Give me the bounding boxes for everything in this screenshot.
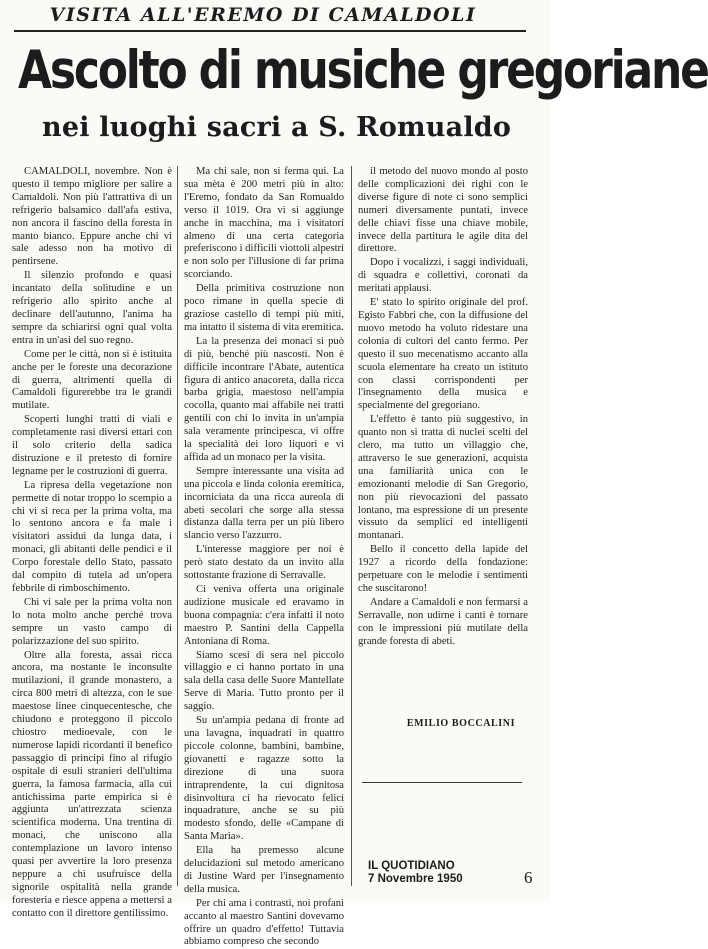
article-paragraph: Come per le città, non si è istituita anche per le foreste una decorazione di guerra, altrimenti quella di Camaldoli figurerebbe tra le grandi mutilate. — [12, 348, 172, 412]
publication-name: IL QUOTIDIANO — [368, 860, 455, 872]
article-paragraph: Bello il concetto della lapide del 1927 a ricordo della fondazione: perpetuare con le melodie i sentimenti che suscitarono! — [358, 544, 528, 594]
article-column-3 — [358, 166, 528, 706]
article-paragraph: il metodo del nuovo mondo al posto delle complicazioni dei righi con le diverse figure di note ci sono semplici numeri diversamente puntati, invece delle chiavi fisse una chiave mobile, invece della partitura le agile dita del direttore. — [358, 166, 528, 255]
author-signature: EMILIO BOCCALINI — [406, 718, 516, 729]
article-paragraph: Il silenzio profondo e quasi incantato della solitudine e un refrigerio allo spirito anche al declinare dell'autunno, l'anima ha sempre da schiarirsi ogni qual volta entra in un'asi del suo regno. — [12, 270, 172, 346]
article-paragraph: Sempre interessante una visita ad una piccola e linda colonia eremitica, incorniciata da una ricca aureola di abeti secolari che sorge alla stessa distanza dalla terra per un più libero slancio verso l'azzurro. — [184, 465, 344, 542]
article-paragraph: Della primitiva costruzione non poco rimane in quella specie di graziose castello di tempi più miti, ma intatto il sistema di vita eremitica. — [184, 283, 344, 333]
article-paragraph: E' stato lo spirito originale del prof. Egisto Fabbri che, con la diffusione del nuovo metodo ha voluto ridestare una colonia di cultori del canto fermo. Per questo il suo mecenatismo accanto alla scuola elementare ha creato un istituto con classi corrispondenti per l'insegnamento della musica e specialmente del gregoriano. — [358, 297, 528, 412]
article-paragraph: La ripresa della vegetazione non permette di notar troppo lo scempio a chi vi si reca per la prima volta, ma lo sentono ancora e fa male i visitatori assidui da lunga data, i monaci, gli abitanti delle pendici e il Corpo forestale dello Stato, passato dal compito di tutela ad un'opera febbrile di rimboschimento. — [12, 479, 172, 594]
article-paragraph: Siamo scesi di sera nel piccolo villaggio e ci hanno portato in una sala della casa delle Suore Mantellate Serve di Maria. Tutto pronto per il saggio. — [184, 649, 344, 713]
article-paragraph: Chi vi sale per la prima volta non lo nota molto anche perché trova sempre un vasto campo di polarizzazione del suo spirito. — [12, 596, 172, 647]
kicker-title: VISITA ALL'EREMO DI CAMALDOLI — [49, 4, 477, 26]
article-paragraph: CAMALDOLI, novembre. Non è questo il tempo migliore per salire a Camaldoli. Non più l'attrattiva di un refrigerio balsamico dall'afa estiva, non ancora il fascino della foresta in manto bianco. Eppure anche chi vi sale adesso non ha motivo di pentirsene. — [12, 166, 172, 268]
column-divider — [351, 166, 352, 886]
article-column-2 — [184, 166, 344, 948]
article-paragraph: Su un'ampia pedana di fronte ad una lavagna, inquadrati in quattro piccole colonne, bambini, bambine, giovanetti e ragazze sotto la direzione di una suora intraprendente, la cui dignitosa disinvoltura ci ha rievocato felici inquadrature, anche se su più modesto sfondo, delle «Campane di Santa Maria». — [184, 715, 344, 843]
article-paragraph: Oltre alla foresta, assai ricca ancora, ma nostante le inconsulte mutilazioni, il grande monastero, a circa 800 metri di altezza, con le sue maestose linee cinquecentesche, che chiudono e proteggono il piccolo chiostro medioevale, con le numerose lapidi ricordanti il benefico passaggio di principi fino al rifugio ospitale di esuli stranieri dell'ultima guerra, la famosa farmacia, alla cui antichissima parte empirica si è aggiunta un'attrezzata scienza scientifica moderna. Una trentina di monaci, che uniscono alla contemplazione un lavoro intenso quasi per avvertire la loro presenza neppure a chi usufruisce della signorile ospitalità nella grande foresteria e riesce appena a mettersi a contatto con il direttore gentilissimo. — [12, 649, 172, 919]
article-paragraph: L'interesse maggiore per noi è però stato destato da un invito alla sottostante frazione di Serravalle. — [184, 544, 344, 582]
publication-source — [368, 860, 463, 886]
article-paragraph: Scoperti lunghi tratti di viali e completamente rasi diversi ettari con il solo criterio della sadica distruzione e il pretesto di fornire legname per le costruzioni di guerra. — [12, 414, 172, 477]
article-paragraph: Dopo i vocalizzi, i saggi individuali, di squadra e collettivi, coronati da meritati applausi. — [358, 257, 528, 295]
article-paragraph: L'effetto è tanto più suggestivo, in quanto non si tratta di nuclei scelti del clero, ma tutto un villaggio che, attraverso le sue generazioni, acquista una familiarità unica con le emozionanti melodie di San Gregorio, non più rievocazioni del passato lontano, ma espressione di un presente vissuto da semplici ed intelligenti montanari. — [358, 414, 528, 542]
column-divider — [177, 166, 178, 886]
article-column-1 — [12, 166, 172, 919]
article-paragraph: Per chi ama i contrasti, noi profani accanto al maestro Santini dovevamo offrire un quadro d'effetto! Tuttavia abbiamo compreso che secondo — [184, 897, 344, 948]
article-paragraph: Ma chi sale, non si ferma qui. La sua mèta è 200 metri più in alto: l'Eremo, fondato da San Romualdo verso il 1019. Ora vi si aggiunge anche in macchina, ma i visitatori almeno di una certa categoria preferiscono i difficili viottoli alpestri e non solo per l'illusione di far prima scorciando. — [184, 166, 344, 281]
subheadline: nei luoghi sacri a S. Romualdo — [42, 112, 512, 143]
article-paragraph: Ella ha premesso alcune delucidazioni sul metodo americano di Justine Ward per l'insegnamento della musica. — [184, 845, 344, 895]
kicker-rule — [14, 30, 526, 32]
publication-date: 7 Novembre 1950 — [368, 873, 463, 885]
page-number: 6 — [524, 868, 533, 887]
article-paragraph: Ci veniva offerta una originale audizione musicale ed eravamo in buona compagnia: c'era infatti il noto maestro P. Santini della Cappella Antoniana di Roma. — [184, 584, 344, 647]
article-paragraph: Andare a Camaldoli e non fermarsi a Serravalle, non udirne i canti è tornare con le impressioni più mutilate della grande foresta di abeti. — [358, 596, 528, 647]
article-paragraph: La la presenza dei monaci si può di più, benché più nascosti. Non è difficile incontrare l'Abate, autentica figura di antico anacoreta, dalla ricca barba grigia, maestoso nell'ampia cocolla, quanto mai affabile nei tratti gentili con chi lo invita in un'ampia sala veramente principesca, vi offre la specialità dei loro liquori e vi affida ad un monaco per la visita. — [184, 335, 344, 463]
headline: Ascolto di musiche gregoriane — [18, 40, 708, 102]
signature-rule — [362, 782, 522, 783]
